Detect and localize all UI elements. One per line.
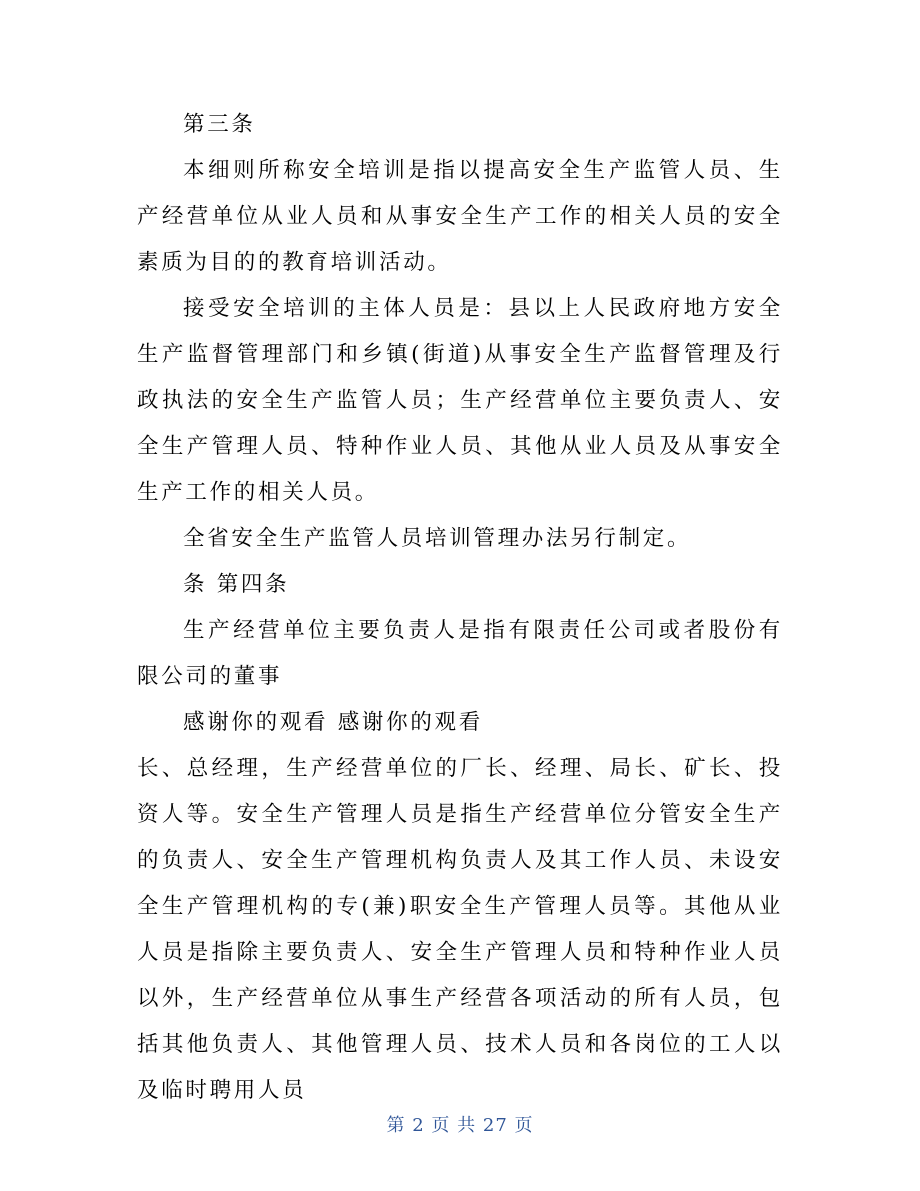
paragraph-training-subjects: 接受安全培训的主体人员是：县以上人民政府地方安全生产监督管理部门和乡镇(街道)从事安全生产监督管理及行政执法的安全生产监管人员；生产经营单位主要负责人、安全生产管理人员、特种作业人员、其他从业人员及从事安全生产工作的相关人员。 <box>137 296 783 505</box>
footer-total-pages: 27 <box>482 1115 508 1136</box>
article-heading-3: 第三条 <box>183 112 256 137</box>
footer-current-page: 2 <box>412 1115 425 1136</box>
footer-middle: 页 共 <box>431 1115 477 1136</box>
thanks-line: 感谢你的观看 感谢你的观看 <box>183 710 483 735</box>
paragraph-principal-definition: 生产经营单位主要负责人是指有限责任公司或者股份有限公司的董事 <box>137 618 783 689</box>
paragraph-supervisor-training: 全省安全生产监管人员培训管理办法另行制定。 <box>183 526 692 551</box>
paragraph-training-definition: 本细则所称安全培训是指以提高安全生产监管人员、生产经营单位从业人员和从事安全生产工作的相关人员的安全素质为目的的教育培训活动。 <box>137 158 783 275</box>
document-body <box>137 102 783 1114</box>
paragraph-continuation: 长、总经理，生产经营单位的厂长、经理、局长、矿长、投资人等。安全生产管理人员是指生产经营单位分管安全生产的负责人、安全生产管理机构负责人及其工作人员、未设安全生产管理机构的专(兼)职安全生产管理人员等。其他从业人员是指除主要负责人、安全生产管理人员和特种作业人员以外，生产经营单位从事生产经营各项活动的所有人员，包括其他负责人、其他管理人员、技术人员和各岗位的工人以及临时聘用人员 <box>137 756 783 1103</box>
footer-suffix: 页 <box>514 1115 534 1136</box>
footer-prefix: 第 <box>386 1115 406 1136</box>
article-heading-4: 条 第四条 <box>183 572 290 597</box>
page-number-footer <box>0 1111 920 1137</box>
